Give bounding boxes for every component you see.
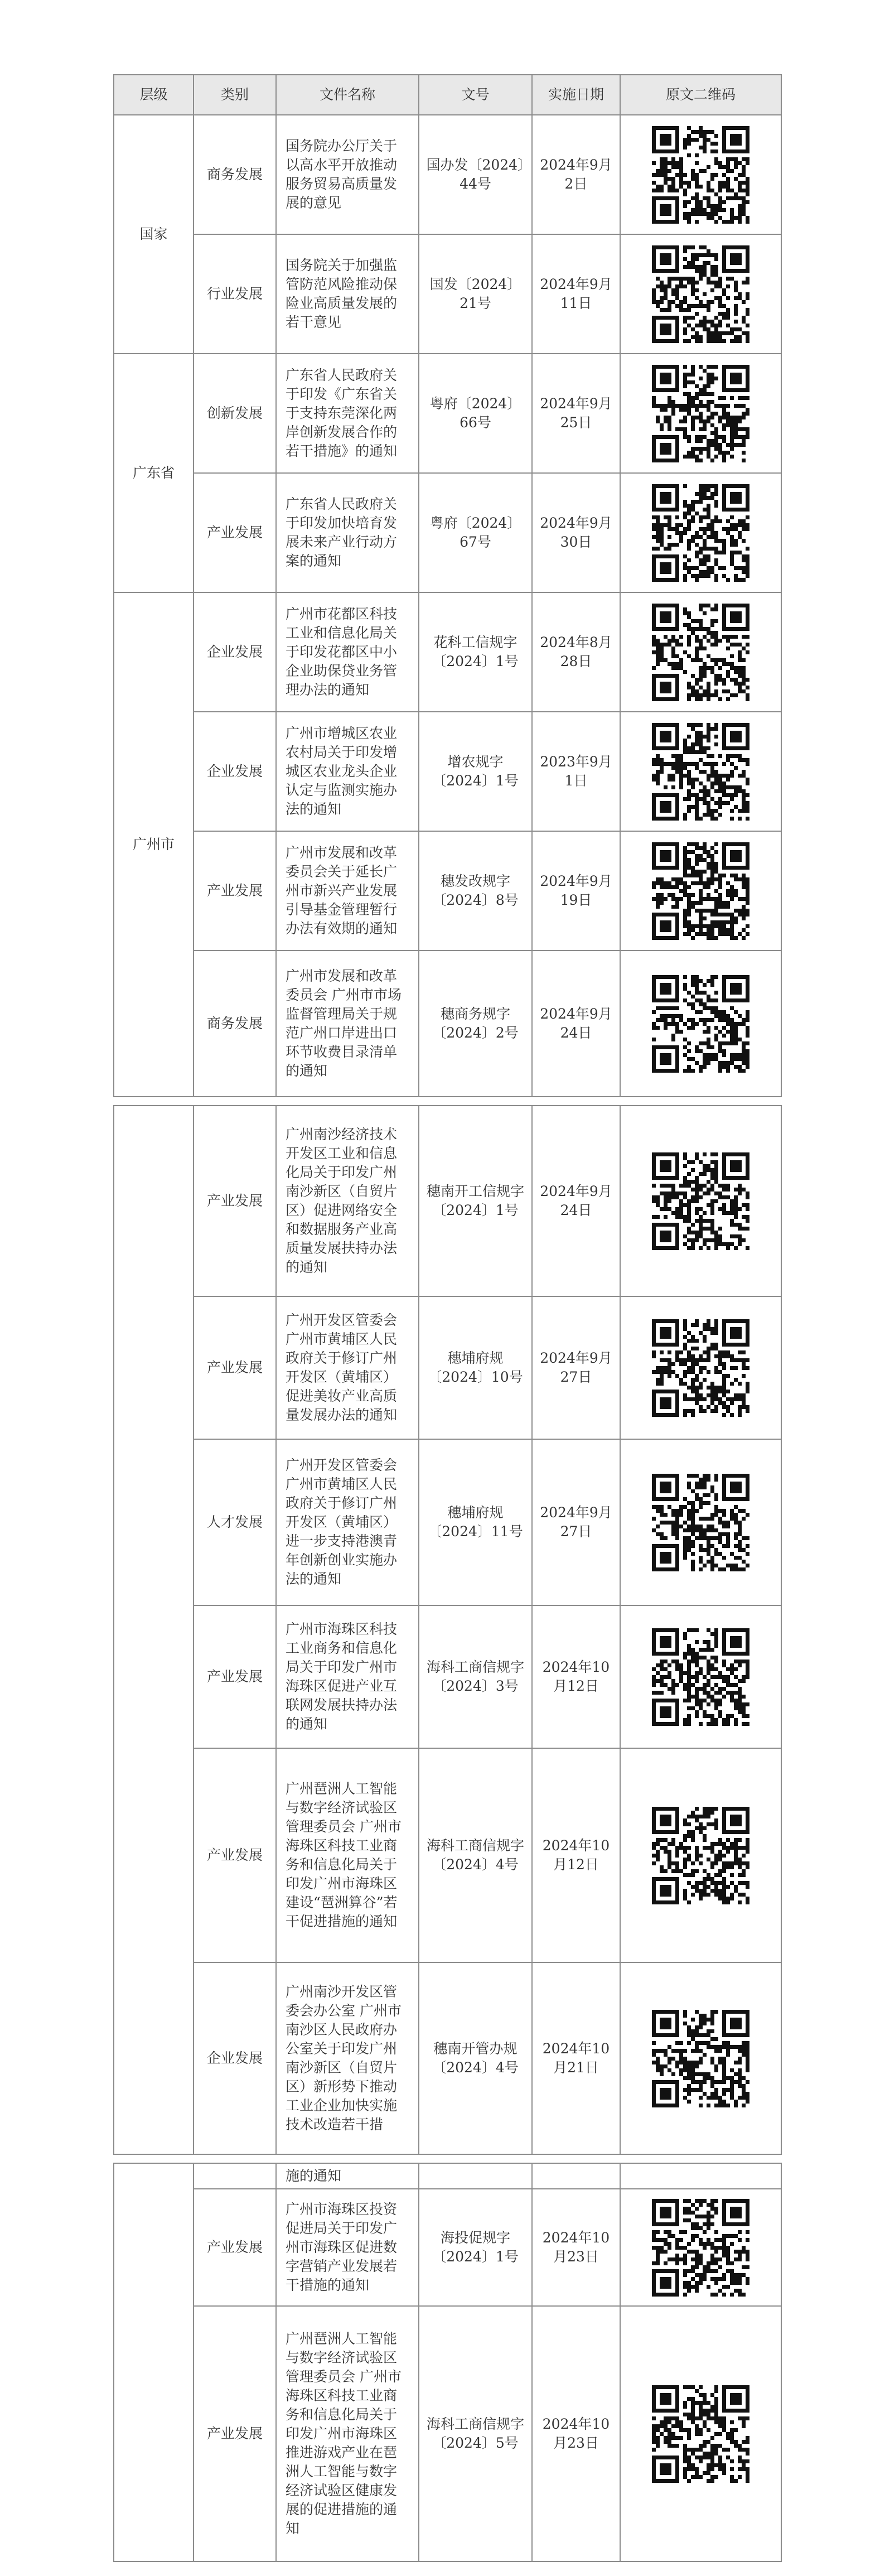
date-cell: 2024年9月11日 [532, 234, 620, 354]
doc-number-cell: 海投促规字〔2024〕1号 [419, 2189, 532, 2306]
date-cell: 2024年9月27日 [532, 1439, 620, 1605]
table-row [114, 234, 781, 354]
date-cell [532, 2163, 620, 2189]
header-category: 类别 [194, 75, 276, 115]
level-cell [114, 2163, 194, 2561]
category-cell: 人才发展 [194, 1439, 276, 1605]
level-cell: 广东省 [114, 354, 194, 592]
qr-code-icon [652, 975, 749, 1073]
qr-code-icon [652, 1474, 749, 1571]
file-name-cell: 广州市发展和改革委员会关于延长广州市新兴产业发展引导基金管理暂行办法有效期的通知 [276, 831, 419, 951]
category-cell [194, 2163, 276, 2189]
qr-cell[interactable] [620, 2306, 781, 2561]
date-cell: 2024年9月24日 [532, 951, 620, 1097]
qr-code-icon [652, 842, 749, 940]
table-header-row [114, 75, 781, 115]
table-row [114, 592, 781, 712]
header-level: 层级 [114, 75, 194, 115]
qr-code-icon [652, 245, 749, 343]
date-cell: 2024年10月23日 [532, 2189, 620, 2306]
file-name-cell: 广州南沙经济技术开发区工业和信息化局关于印发广州南沙新区（自贸片区）促进网络安全和数据服务产业高质量发展扶持办法的通知 [276, 1106, 419, 1296]
page-break [114, 2154, 781, 2163]
qr-code-icon [652, 1628, 749, 1726]
level-cell [114, 1106, 194, 2154]
doc-number-cell: 花科工信规字〔2024〕1号 [419, 592, 532, 712]
qr-code-icon [652, 126, 749, 224]
date-cell: 2024年10月12日 [532, 1605, 620, 1748]
qr-cell[interactable] [620, 712, 781, 831]
qr-cell[interactable] [620, 1962, 781, 2154]
table-row [114, 1748, 781, 1962]
doc-number-cell: 粤府〔2024〕66号 [419, 354, 532, 473]
table-row [114, 2189, 781, 2306]
category-cell: 产业发展 [194, 1106, 276, 1296]
continuation-row [114, 2163, 781, 2189]
table-row [114, 1605, 781, 1748]
table-row [114, 1106, 781, 1296]
date-cell: 2024年9月27日 [532, 1296, 620, 1439]
qr-code-icon [652, 1319, 749, 1417]
qr-code-icon [652, 365, 749, 462]
qr-cell[interactable] [620, 115, 781, 234]
qr-code-icon [652, 2010, 749, 2107]
header-file-name: 文件名称 [276, 75, 419, 115]
qr-cell[interactable] [620, 2189, 781, 2306]
qr-cell[interactable] [620, 473, 781, 592]
doc-number-cell [419, 2163, 532, 2189]
qr-cell[interactable] [620, 354, 781, 473]
date-cell: 2024年9月24日 [532, 1106, 620, 1296]
file-name-cell: 广州市海珠区科技工业商务和信息化局关于印发广州市海珠区促进产业互联网发展扶持办法的通知 [276, 1605, 419, 1748]
qr-code-icon [652, 1152, 749, 1250]
date-cell: 2024年8月28日 [532, 592, 620, 712]
file-name-cell: 广州市增城区农业农村局关于印发增城区农业龙头企业认定与监测实施办法的通知 [276, 712, 419, 831]
category-cell: 产业发展 [194, 473, 276, 592]
doc-number-cell: 穗埔府规〔2024〕11号 [419, 1439, 532, 1605]
continued-file-name: 施的通知 [276, 2163, 419, 2189]
doc-number-cell: 粤府〔2024〕67号 [419, 473, 532, 592]
qr-code-icon [652, 723, 749, 821]
file-name-cell: 广州市发展和改革委员会 广州市市场监督管理局关于规范广州口岸进出口环节收费目录清单的通知 [276, 951, 419, 1097]
category-cell: 商务发展 [194, 951, 276, 1097]
doc-number-cell: 海科工商信规字〔2024〕3号 [419, 1605, 532, 1748]
table-row [114, 951, 781, 1097]
category-cell: 产业发展 [194, 2306, 276, 2561]
category-cell: 企业发展 [194, 712, 276, 831]
date-cell: 2023年9月1日 [532, 712, 620, 831]
category-cell: 产业发展 [194, 2189, 276, 2306]
qr-code-icon [652, 1807, 749, 1904]
qr-code-icon [652, 2199, 749, 2297]
qr-code-icon [652, 2385, 749, 2483]
doc-number-cell: 穗发改规字〔2024〕8号 [419, 831, 532, 951]
doc-number-cell: 国办发〔2024〕44号 [419, 115, 532, 234]
category-cell: 企业发展 [194, 1962, 276, 2154]
qr-cell[interactable] [620, 1106, 781, 1296]
doc-number-cell: 海科工商信规字〔2024〕4号 [419, 1748, 532, 1962]
page-break-row [114, 1097, 781, 1106]
date-cell: 2024年9月30日 [532, 473, 620, 592]
file-name-cell: 广州琶洲人工智能与数字经济试验区管理委员会 广州市海珠区科技工业商务和信息化局关于印发广州市海珠区建设“琶洲算谷”若干促进措施的通知 [276, 1748, 419, 1962]
qr-cell[interactable] [620, 234, 781, 354]
table-body [114, 115, 781, 2561]
file-name-cell: 国务院关于加强监管防范风险推动保险业高质量发展的若干意见 [276, 234, 419, 354]
category-cell: 产业发展 [194, 1605, 276, 1748]
file-name-cell: 广州开发区管委会 广州市黄埔区人民政府关于修订广州开发区（黄埔区）进一步支持港澳青年创新创业实施办法的通知 [276, 1439, 419, 1605]
date-cell: 2024年10月21日 [532, 1962, 620, 2154]
qr-cell[interactable] [620, 592, 781, 712]
doc-number-cell: 穗商务规字〔2024〕2号 [419, 951, 532, 1097]
category-cell: 企业发展 [194, 592, 276, 712]
file-name-cell: 广州市花都区科技工业和信息化局关于印发花都区中小企业助保贷业务管理办法的通知 [276, 592, 419, 712]
date-cell: 2024年10月23日 [532, 2306, 620, 2561]
file-name-cell: 国务院办公厅关于以高水平开放推动服务贸易高质量发展的意见 [276, 115, 419, 234]
table-row [114, 712, 781, 831]
doc-number-cell: 穗埔府规〔2024〕10号 [419, 1296, 532, 1439]
file-name-cell: 广州南沙开发区管委会办公室 广州市南沙区人民政府办公室关于印发广州南沙新区（自贸片区）新形势下推动工业企业加快实施技术改造若干措 [276, 1962, 419, 2154]
file-name-cell: 广州开发区管委会 广州市黄埔区人民政府关于修订广州开发区（黄埔区）促进美妆产业高质量发展办法的通知 [276, 1296, 419, 1439]
date-cell: 2024年9月19日 [532, 831, 620, 951]
table-row [114, 115, 781, 234]
qr-cell [620, 2163, 781, 2189]
qr-code-icon [652, 484, 749, 582]
policy-document-page [113, 74, 781, 2562]
date-cell: 2024年9月2日 [532, 115, 620, 234]
page-break-row [114, 2154, 781, 2163]
table-row [114, 354, 781, 473]
table-row [114, 1439, 781, 1605]
header-qr-code: 原文二维码 [620, 75, 781, 115]
file-name-cell: 广东省人民政府关于印发《广东省关于支持东莞深化两岸创新发展合作的若干措施》的通知 [276, 354, 419, 473]
header-effective-date: 实施日期 [532, 75, 620, 115]
qr-cell[interactable] [620, 1439, 781, 1605]
file-name-cell: 广州市海珠区投资促进局关于印发广州市海珠区促进数字营销产业发展若干措施的通知 [276, 2189, 419, 2306]
table-row [114, 831, 781, 951]
doc-number-cell: 增农规字〔2024〕1号 [419, 712, 532, 831]
qr-cell[interactable] [620, 951, 781, 1097]
qr-cell[interactable] [620, 1605, 781, 1748]
category-cell: 商务发展 [194, 115, 276, 234]
level-cell: 广州市 [114, 592, 194, 1097]
page-break [114, 1097, 781, 1106]
qr-code-icon [652, 604, 749, 701]
policy-table [113, 74, 782, 2562]
category-cell: 产业发展 [194, 1748, 276, 1962]
category-cell: 产业发展 [194, 831, 276, 951]
table-row [114, 1296, 781, 1439]
file-name-cell: 广州琶洲人工智能与数字经济试验区管理委员会 广州市海珠区科技工业商务和信息化局关于印发广州市海珠区推进游戏产业在琶洲人工智能与数字经济试验区健康发展的促进措施的通知 [276, 2306, 419, 2561]
table-row [114, 1962, 781, 2154]
qr-cell[interactable] [620, 1296, 781, 1439]
qr-cell[interactable] [620, 831, 781, 951]
file-name-cell: 广东省人民政府关于印发加快培育发展未来产业行动方案的通知 [276, 473, 419, 592]
doc-number-cell: 海科工商信规字〔2024〕5号 [419, 2306, 532, 2561]
table-row [114, 473, 781, 592]
level-cell: 国家 [114, 115, 194, 354]
doc-number-cell: 穗南开管办规〔2024〕4号 [419, 1962, 532, 2154]
qr-cell[interactable] [620, 1748, 781, 1962]
category-cell: 产业发展 [194, 1296, 276, 1439]
category-cell: 创新发展 [194, 354, 276, 473]
date-cell: 2024年10月12日 [532, 1748, 620, 1962]
doc-number-cell: 穗南开工信规字〔2024〕1号 [419, 1106, 532, 1296]
table-row [114, 2306, 781, 2561]
category-cell: 行业发展 [194, 234, 276, 354]
doc-number-cell: 国发〔2024〕21号 [419, 234, 532, 354]
header-doc-number: 文号 [419, 75, 532, 115]
date-cell: 2024年9月25日 [532, 354, 620, 473]
